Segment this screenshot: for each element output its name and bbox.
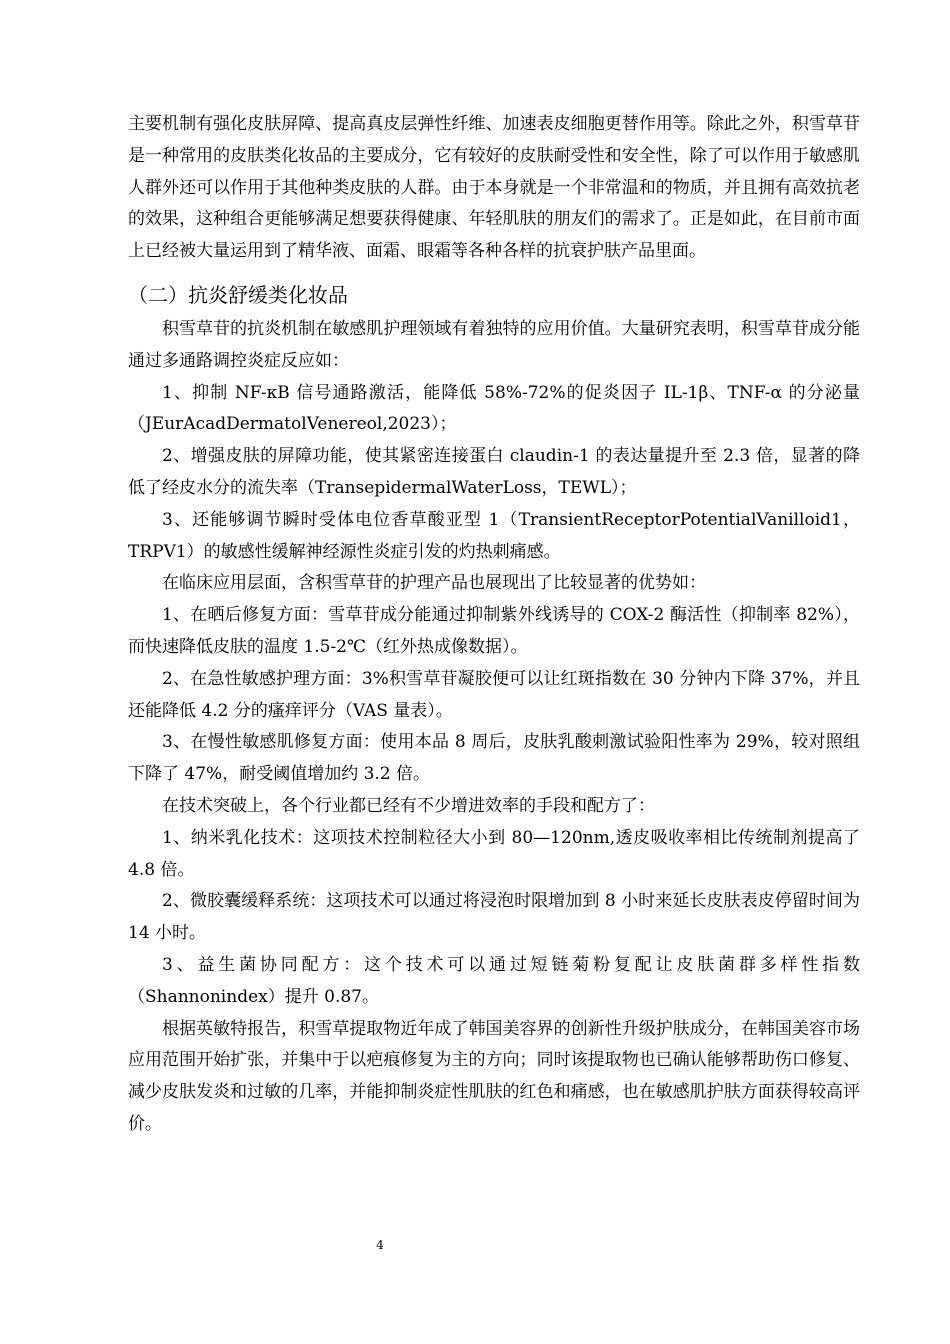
mechanism-item: 3、还能够调节瞬时受体电位香草酸亚型 1（TransientReceptorPotentialVanilloid1，TRPV1）的敏感性缓解神经源性炎症引发的灼热刺痛感。 — [128, 509, 860, 562]
tech-intro: 在技术突破上，各个行业都已经有不少增进效率的手段和配方了： — [162, 795, 655, 816]
closing-paragraph: 根据英敏特报告，积雪草提取物近年成了韩国美容界的创新性升级护肤成分，在韩国美容市场应用范围开始扩张，并集中于以疤痕修复为主的方向；同时该提取物也已确认能够帮助伤口修复、减少皮肤发炎和过敏的几率，并能抑制炎症性肌肤的红色和痛感，也在敏感肌护肤方面获得较高评价。 — [128, 1018, 860, 1134]
tech-item: 3、益生菌协同配方：这个技术可以通过短链菊粉复配让皮肤菌群多样性指数（Shannonindex）提升 0.87。 — [128, 954, 860, 1007]
clinical-item: 1、在晒后修复方面：雪草苷成分能通过抑制紫外线诱导的 COX-2 酶活性（抑制率 82%），而快速降低皮肤的温度 1.5-2℃（红外热成像数据）。 — [128, 605, 860, 657]
section-heading: （二）抗炎舒缓类化妆品 — [128, 282, 348, 307]
mechanism-item: 2、增强皮肤的屏障功能，使其紧密连接蛋白 claudin-1 的表达量提升至 2.3 倍，显著的降低了经皮水分的流失率（TransepidermalWaterLoss，TEWL）； — [128, 446, 860, 498]
page-number: 4 — [376, 1238, 384, 1252]
clinical-intro: 在临床应用层面，含积雪草苷的护理产品也展现出了比较显著的优势如： — [162, 573, 706, 594]
intro-paragraph: 主要机制有强化皮肤屏障、提高真皮层弹性纤维、加速表皮细胞更替作用等。除此之外，积雪草苷是一种常用的皮肤类化妆品的主要成分，它有较好的皮肤耐受性和安全性，除了可以作用于敏感肌人群外还可以作用于其他种类皮肤的人群。由于本身就是一个非常温和的物质，并且拥有高效抗老的效果，这种组合更能够满足想要获得健康、年轻肌肤的朋友们的需求了。正是如此，在目前市面上已经被大量运用到了精华液、面霜、眼霜等各种各样的抗衰护肤产品里面。 — [128, 114, 860, 262]
clinical-item: 3、在慢性敏感肌修复方面：使用本品 8 周后，皮肤乳酸刺激试验阳性率为 29%，较对照组下降了 47%，耐受阈值增加约 3.2 倍。 — [128, 732, 860, 785]
mechanism-item: 1、抑制 NF-κB 信号通路激活，能降低 58%-72%的促炎因子 IL-1β、TNF-α 的分泌量（JEurAcadDermatolVenereol,2023）； — [128, 382, 860, 435]
tech-item: 2、微胶囊缓释系统：这项技术可以通过将浸泡时限增加到 8 小时来延长皮肤表皮停留时间为 14 小时。 — [128, 891, 860, 944]
clinical-item: 2、在急性敏感护理方面：3%积雪草苷凝胶便可以让红斑指数在 30 分钟内下降 37%，并且还能降低 4.2 分的瘙痒评分（VAS 量表）。 — [128, 668, 860, 721]
anti-inflammatory-intro: 积雪草苷的抗炎机制在敏感肌护理领域有着独特的应用价值。大量研究表明，积雪草苷成分能通过多通路调控炎症反应如： — [128, 318, 860, 371]
tech-item: 1、纳米乳化技术：这项技术控制粒径大小到 80—120nm,透皮吸收率相比传统制剂提高了 4.8 倍。 — [128, 827, 860, 880]
document-page — [128, 109, 860, 1141]
